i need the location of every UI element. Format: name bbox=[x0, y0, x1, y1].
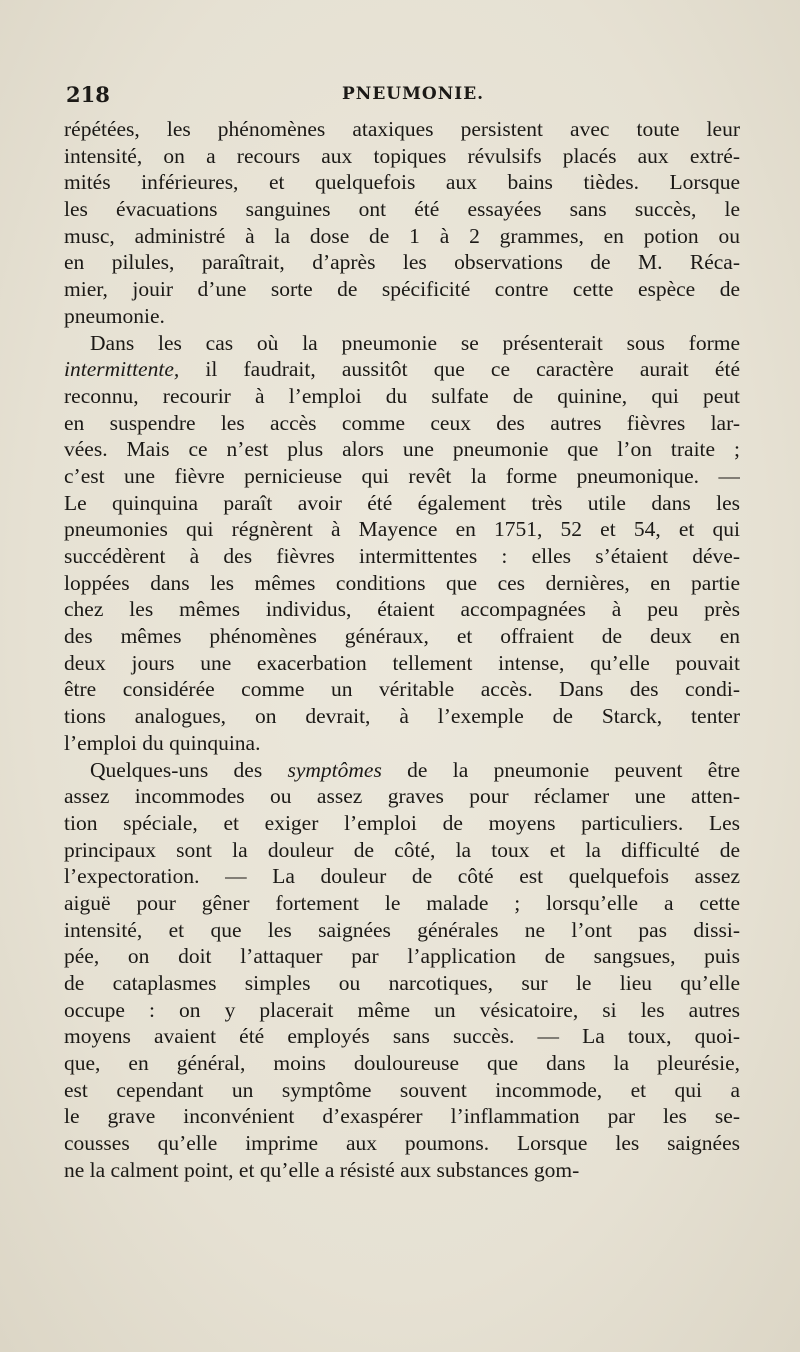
text-line bbox=[64, 543, 740, 570]
text-line bbox=[64, 223, 740, 250]
text-segment: répétées, les phénomènes ataxiques persistent avec toute leur bbox=[64, 117, 740, 141]
text-segment: le grave inconvénient d’exaspérer l’inflammation par les se- bbox=[64, 1104, 740, 1129]
text-segment: être considérée comme un véritable accès. Dans des condi- bbox=[64, 677, 740, 702]
text-segment: mier, jouir d’une sorte de spécificité contre cette espèce de bbox=[64, 277, 740, 302]
paragraph bbox=[64, 757, 740, 1184]
text-segment: l’expectoration. — La douleur de côté est quelquefois assez bbox=[64, 864, 740, 889]
text-line bbox=[64, 490, 740, 517]
text-segment: est cependant un symptôme souvent incommode, et qui a bbox=[64, 1077, 740, 1102]
text-line bbox=[64, 837, 740, 864]
paragraph bbox=[64, 116, 740, 330]
text-segment: pée, on doit l’attaquer par l’application de sangsues, puis bbox=[64, 944, 740, 969]
text-line bbox=[64, 1103, 740, 1130]
text-line bbox=[64, 1157, 740, 1184]
text-segment: chez les mêmes individus, étaient accompagnées à peu près bbox=[64, 597, 740, 622]
text-segment: reconnu, recourir à l’emploi du sulfate de quinine, qui peut bbox=[64, 383, 740, 408]
text-segment: moyens avaient été employés sans succès. — La toux, quoi- bbox=[64, 1024, 740, 1049]
text-line bbox=[64, 970, 740, 997]
text-segment: deux jours une exacerbation tellement intense, qu’elle pouvait bbox=[64, 650, 740, 675]
text-segment: Le quinquina paraît avoir été également très utile dans les bbox=[64, 490, 740, 515]
text-line bbox=[64, 276, 740, 303]
text-segment: Quelques-uns des bbox=[90, 757, 288, 782]
text-line bbox=[64, 917, 740, 944]
text-segment: succédèrent à des fièvres intermittentes : elles s’étaient déve- bbox=[64, 544, 740, 568]
text-segment: tion spéciale, et exiger l’emploi de moyens particuliers. Les bbox=[64, 810, 740, 835]
text-line bbox=[64, 1077, 740, 1104]
page-number: 218 bbox=[66, 82, 110, 107]
text-line bbox=[64, 783, 740, 810]
text-line bbox=[64, 436, 740, 463]
text-line bbox=[64, 116, 740, 143]
running-title: PNEUMONIE. bbox=[342, 84, 485, 104]
text-line bbox=[64, 356, 740, 383]
text-line bbox=[64, 330, 740, 357]
text-line bbox=[64, 570, 740, 597]
text-line bbox=[64, 676, 740, 703]
text-segment: il faudrait, aussitôt que ce caractère aurait été bbox=[179, 357, 740, 382]
text-line bbox=[64, 410, 740, 437]
text-line bbox=[64, 810, 740, 837]
text-line bbox=[64, 997, 740, 1024]
text-segment: c’est une fièvre pernicieuse qui revêt la forme pneumonique. — bbox=[64, 463, 740, 488]
text-line bbox=[64, 169, 740, 196]
text-segment: loppées dans les mêmes conditions que ces dernières, en partie bbox=[64, 570, 740, 595]
text-segment: aiguë pour gêner fortement le malade ; lorsqu’elle a cette bbox=[64, 890, 740, 915]
text-segment: en pilules, paraîtrait, d’après les observations de M. Réca- bbox=[64, 250, 740, 275]
text-segment: pneumonie. bbox=[64, 303, 165, 328]
text-line bbox=[64, 1130, 740, 1157]
text-line bbox=[64, 703, 740, 730]
text-segment: occupe : on y placerait même un vésicatoire, si les autres bbox=[64, 997, 740, 1022]
text-segment: les évacuations sanguines ont été essayées sans succès, le bbox=[64, 197, 740, 222]
text-line bbox=[64, 303, 740, 330]
text-line bbox=[64, 1050, 740, 1077]
text-segment: ne la calment point, et qu’elle a résisté aux substances gom- bbox=[64, 1157, 580, 1182]
italic-text: symptômes bbox=[287, 757, 382, 782]
text-line bbox=[64, 943, 740, 970]
text-segment: mités inférieures, et quelquefois aux bains tièdes. Lorsque bbox=[64, 170, 740, 195]
text-segment: tions analogues, on devrait, à l’exemple de Starck, tenter bbox=[64, 704, 740, 729]
text-segment: que, en général, moins douloureuse que dans la pleurésie, bbox=[64, 1051, 740, 1076]
text-line bbox=[64, 249, 740, 276]
text-line bbox=[64, 890, 740, 917]
text-line bbox=[64, 596, 740, 623]
text-line bbox=[64, 730, 740, 757]
text-line bbox=[64, 623, 740, 650]
text-segment: l’emploi du quinquina. bbox=[64, 730, 261, 755]
text-line bbox=[64, 196, 740, 223]
text-line bbox=[64, 1023, 740, 1050]
italic-text: intermittente, bbox=[64, 357, 180, 382]
page-header bbox=[66, 82, 738, 110]
text-line bbox=[64, 516, 740, 543]
text-segment: assez incommodes ou assez graves pour réclamer une atten- bbox=[64, 784, 740, 809]
text-segment: pneumonies qui régnèrent à Mayence en 1751, 52 et 54, et qui bbox=[64, 517, 740, 542]
text-segment: Dans les cas où la pneumonie se présenterait sous forme bbox=[90, 330, 740, 355]
text-line bbox=[64, 650, 740, 677]
text-segment: des mêmes phénomènes généraux, et offraient de deux en bbox=[64, 624, 740, 649]
body-text bbox=[64, 116, 740, 1184]
text-segment: intensité, on a recours aux topiques révulsifs placés aux extré- bbox=[64, 143, 740, 168]
text-segment: principaux sont la douleur de côté, la toux et la difficulté de bbox=[64, 837, 740, 862]
text-segment: vées. Mais ce n’est plus alors une pneumonie que l’on traite ; bbox=[64, 437, 740, 462]
text-line bbox=[64, 863, 740, 890]
text-segment: musc, administré à la dose de 1 à 2 grammes, en potion ou bbox=[64, 223, 740, 248]
paragraph bbox=[64, 330, 740, 757]
text-segment: de la pneumonie peuvent être bbox=[381, 757, 740, 782]
text-line bbox=[64, 383, 740, 410]
text-line bbox=[64, 757, 740, 784]
text-segment: de cataplasmes simples ou narcotiques, sur le lieu qu’elle bbox=[64, 971, 740, 995]
text-segment: en suspendre les accès comme ceux des autres fièvres lar- bbox=[64, 410, 740, 435]
text-line bbox=[64, 143, 740, 170]
text-segment: intensité, et que les saignées générales ne l’ont pas dissi- bbox=[64, 917, 740, 942]
text-segment: cousses qu’elle imprime aux poumons. Lorsque les saignées bbox=[64, 1131, 740, 1156]
text-line bbox=[64, 463, 740, 490]
